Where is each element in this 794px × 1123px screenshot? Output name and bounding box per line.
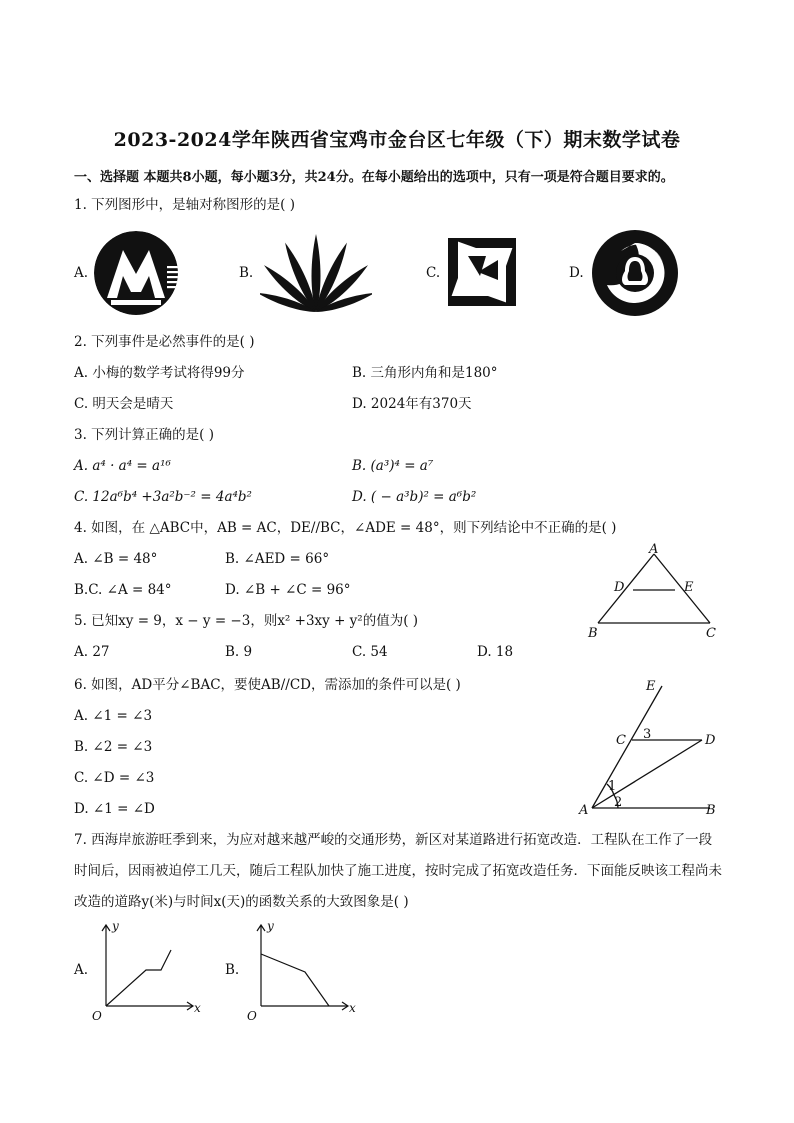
q4-stem: 4. 如图，在 △ABC中，AB = AC，DE//BC，∠ADE = 48°，则下列结论中不正确的是( ) — [74, 520, 617, 536]
q6-label-e: E — [646, 679, 656, 694]
q6-label-a: A — [579, 803, 589, 818]
q4-label-e: E — [684, 580, 694, 595]
q6-option-b: B. ∠2 = ∠3 — [74, 739, 153, 755]
q7-stem: 7. 西海岸旅游旺季到来，为应对越来越严峻的交通形势，新区对某道路进行拓宽改造．工程队在工作了一段时间后，因雨被迫停工几天，随后工程队加快了施工进度，按时完成了拓宽改造任务．下面能反映该工程尚未改造的道路y(米)与时间x(天)的函数关系的大致图象是( ) — [74, 832, 722, 910]
q5-option-d: D. 18 — [477, 644, 514, 660]
q2-stem: 2. 下列事件是必然事件的是( ) — [74, 334, 255, 350]
graph-option-a — [88, 920, 208, 1024]
angle-figure-q6 — [574, 674, 734, 824]
q5-option-a: A. 27 — [74, 644, 110, 660]
q3-stem: 3. 下列计算正确的是( ) — [74, 427, 214, 443]
q6-stem: 6. 如图，AD平分∠BAC，要使AB//CD，需添加的条件可以是( ) — [74, 677, 461, 693]
q1-option-d-label: D. — [569, 265, 584, 281]
q2-option-b: B. 三角形内角和是180° — [352, 365, 498, 381]
q3-option-a: A. a⁴ · a⁴ = a¹⁶ — [74, 458, 171, 474]
graph-a-origin-label: O — [92, 1009, 102, 1023]
graph-b-y-label: y — [267, 920, 274, 933]
q4-label-a: A — [649, 542, 659, 557]
page-title: 2023-2024学年陕西省宝鸡市金台区七年级（下）期末数学试卷 — [113, 129, 681, 151]
q1-option-b-label: B. — [239, 265, 254, 281]
q6-label-3: 3 — [643, 727, 652, 742]
q3-option-c: C. 12a⁶b⁴ +3a²b⁻² = 4a⁴b² — [74, 489, 252, 505]
q4-option-a: A. ∠B = 48° — [74, 551, 158, 567]
q1-option-c-label: C. — [426, 265, 441, 281]
q6-label-d: D — [705, 733, 716, 748]
graph-b-origin-label: O — [247, 1009, 257, 1023]
q4-label-d: D — [614, 580, 625, 595]
q4-label-b: B — [588, 626, 598, 641]
q1-option-a-label: A. — [74, 265, 89, 281]
q4-option-c: B.C. ∠A = 84° — [74, 582, 172, 598]
q3-option-d: D. ( − a³b)² = a⁶b² — [352, 489, 477, 505]
logo-figure-c — [446, 236, 518, 308]
logo-figure-d — [591, 229, 679, 317]
q6-option-c: C. ∠D = ∠3 — [74, 770, 155, 786]
q2-option-a: A. 小梅的数学考试将得99分 — [74, 365, 245, 381]
triangle-figure-q4 — [580, 540, 730, 644]
q4-option-d: D. ∠B + ∠C = 96° — [225, 582, 351, 598]
q6-option-a: A. ∠1 = ∠3 — [74, 708, 153, 724]
q4-option-b: B. ∠AED = 66° — [225, 551, 330, 567]
q5-stem: 5. 已知xy = 9，x − y = −3，则x² +3xy + y²的值为( ) — [74, 613, 419, 629]
graph-option-b — [243, 920, 363, 1024]
q6-label-2: 2 — [614, 795, 623, 810]
q2-option-d: D. 2024年有370天 — [352, 396, 472, 412]
q3-option-b: B. (a³)⁴ = a⁷ — [352, 458, 434, 474]
q6-label-c: C — [616, 733, 626, 748]
q5-option-b: B. 9 — [225, 644, 253, 660]
q6-label-1: 1 — [608, 779, 617, 794]
graph-a-x-label: x — [194, 1001, 201, 1015]
q6-option-d: D. ∠1 = ∠D — [74, 801, 155, 817]
q6-label-b: B — [706, 803, 716, 818]
q4-label-c: C — [706, 626, 716, 641]
section-heading: 一、选择题 本题共8小题，每小题3分，共24分。在每小题给出的选项中，只有一项是符合题目要求的。 — [74, 170, 674, 185]
logo-figure-a — [93, 230, 179, 316]
q1-stem: 1. 下列图形中，是轴对称图形的是( ) — [74, 197, 295, 213]
q7-option-b-label: B. — [225, 962, 240, 978]
graph-b-x-label: x — [349, 1001, 356, 1015]
graph-a-y-label: y — [112, 920, 119, 933]
logo-figure-b — [260, 232, 372, 318]
q2-option-c: C. 明天会是晴天 — [74, 396, 174, 412]
q5-option-c: C. 54 — [352, 644, 388, 660]
q7-option-a-label: A. — [74, 962, 89, 978]
